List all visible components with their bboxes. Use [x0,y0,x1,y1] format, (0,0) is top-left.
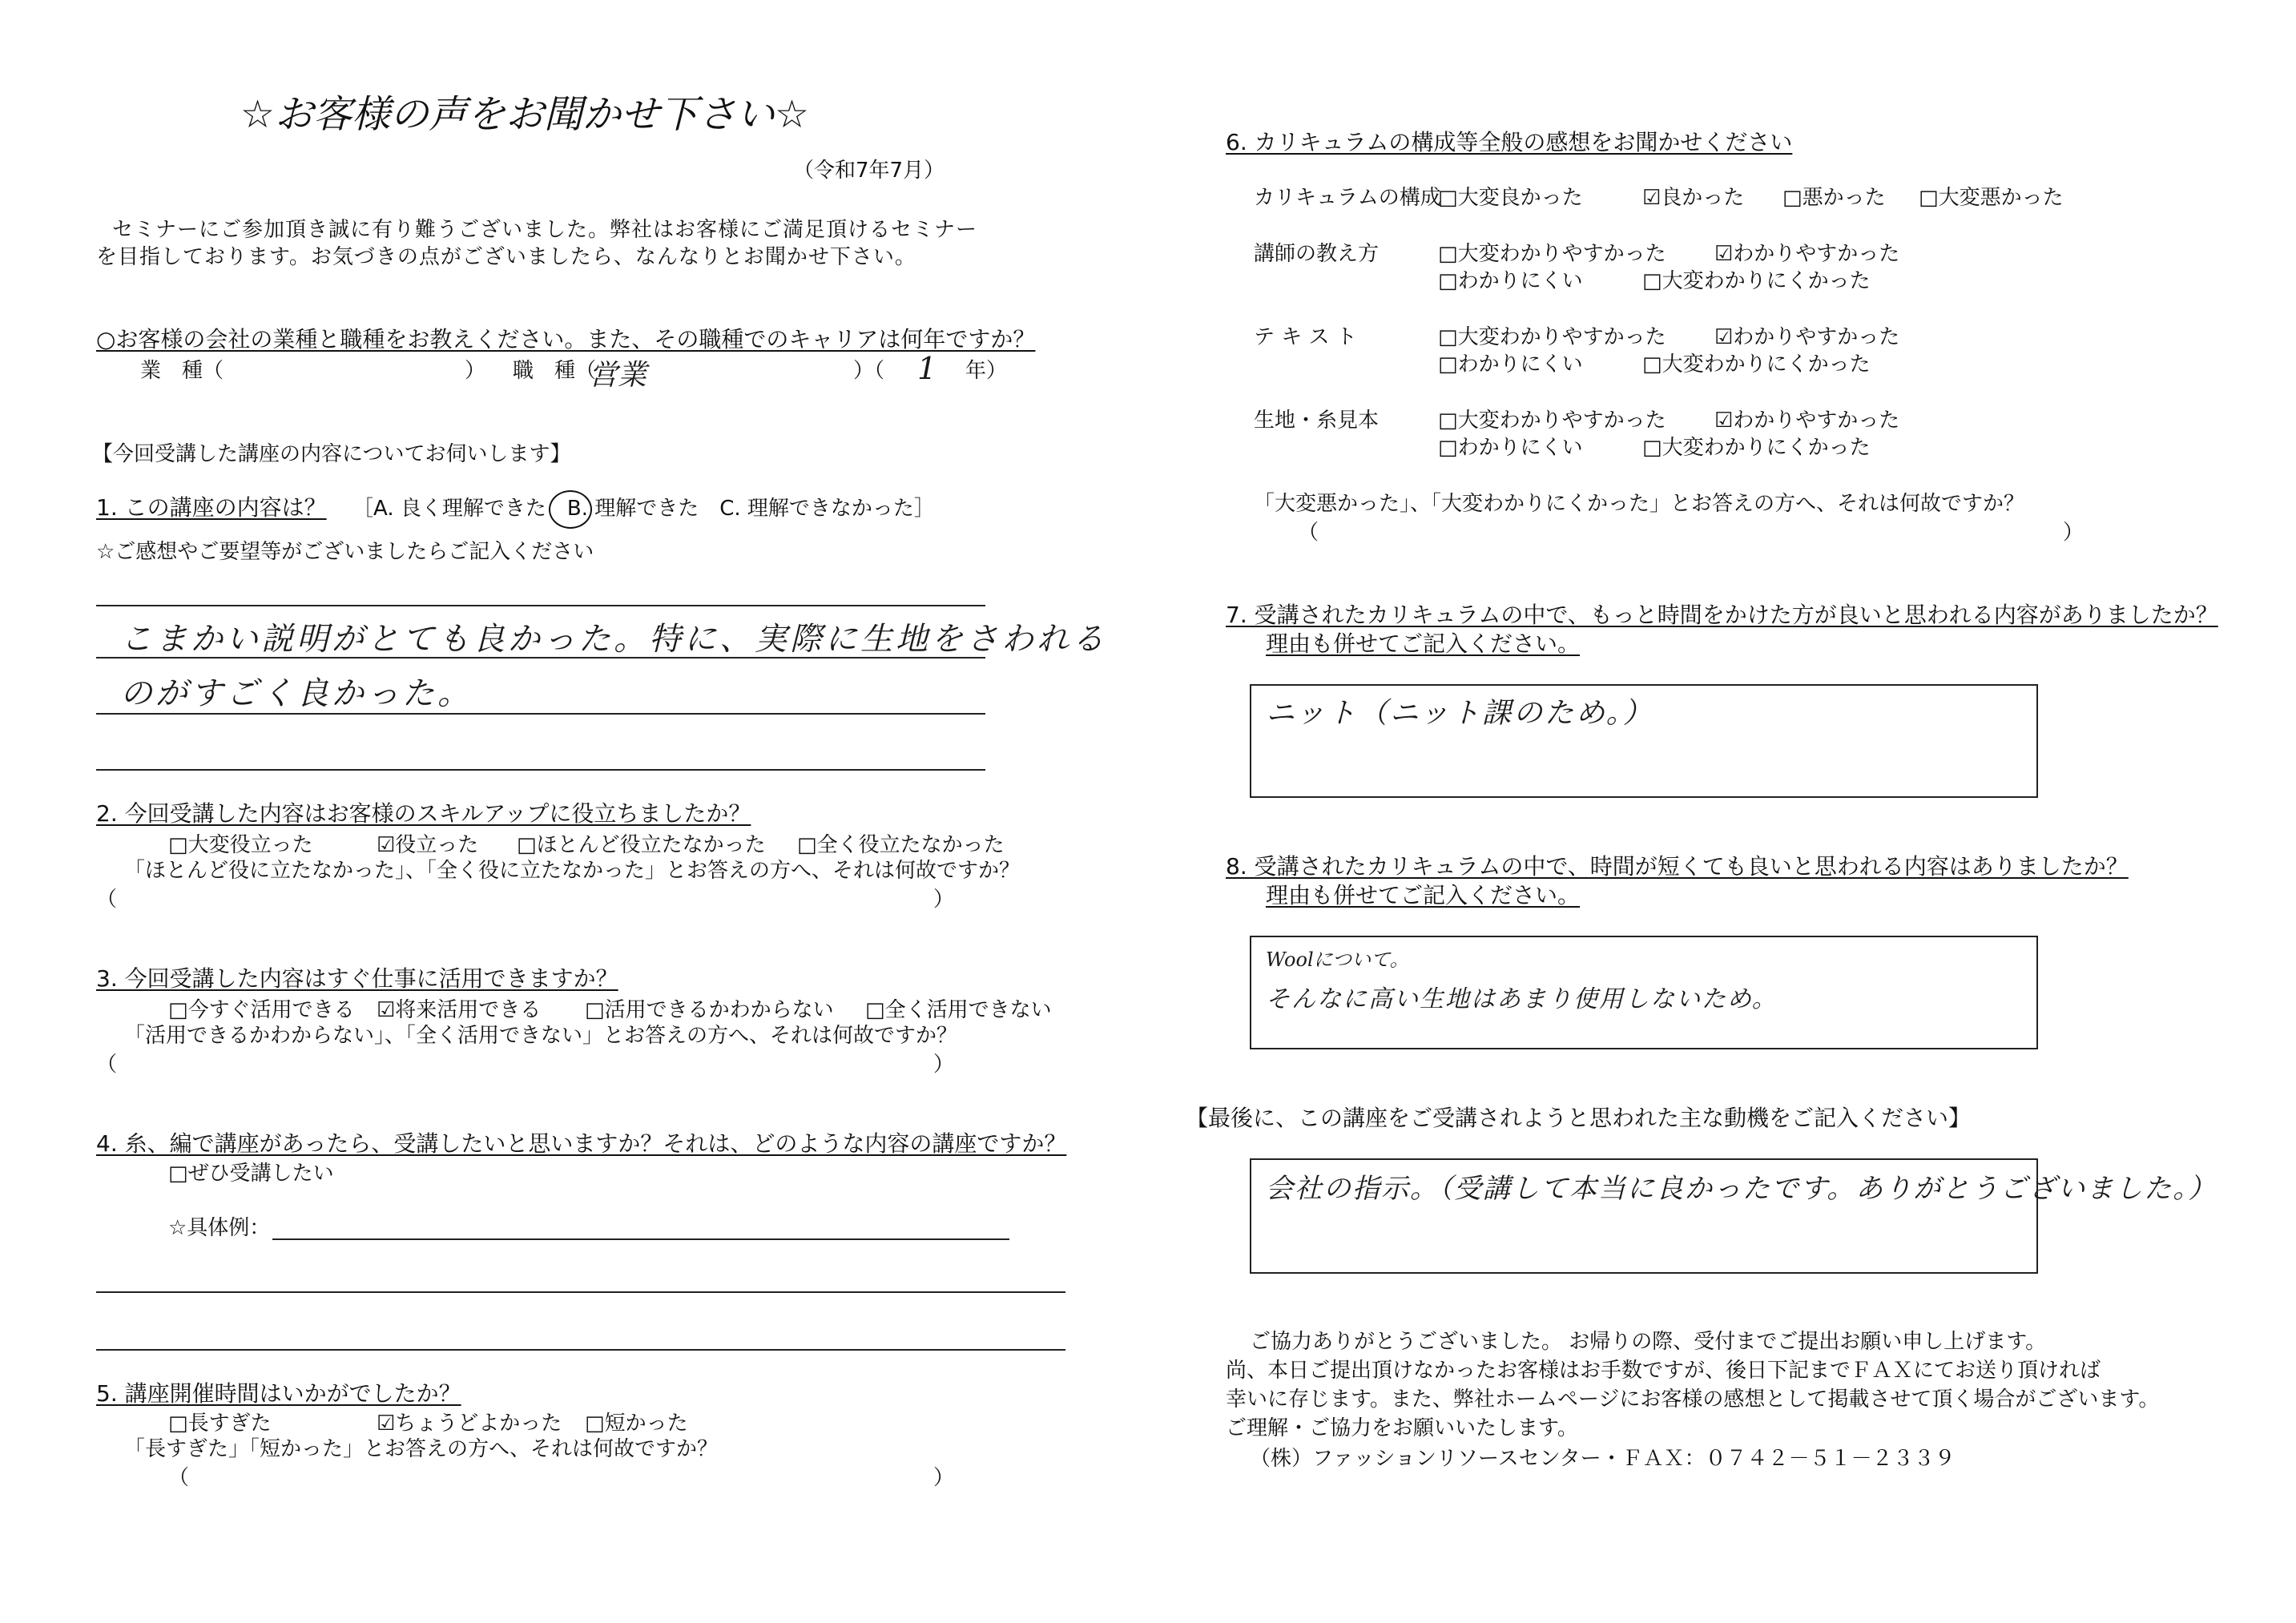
industry-label: 業 種（ [140,359,224,383]
q6-reason: 「大変悪かった」、「大変わかりにくかった」とお答えの方へ、それは何故ですか？ [1254,492,2025,516]
q6-row-label: テ キ ス ト [1254,325,1357,349]
q2-open-paren: （ [96,888,118,912]
q6-close-paren: ） [2063,521,2085,545]
q6-option[interactable]: □大変わかりにくかった [1642,269,1871,293]
q5-option-3[interactable]: □短かった [585,1412,688,1436]
q3-option-3[interactable]: □活用できるかわからない [585,998,834,1022]
q2-close-paren: ） [933,888,955,912]
q2-option-3[interactable]: □ほとんど役立たなかった [517,833,766,857]
q6-row-label: 講師の教え方 [1254,242,1380,266]
q2-option-1[interactable]: □大変役立った [168,833,313,857]
q5-open-paren: （ [168,1466,190,1490]
q3-option-1[interactable]: □今すぐ活用できる [168,998,355,1022]
q6-option[interactable]: ☑わかりやすかった [1714,409,1900,433]
q6-option[interactable]: □大変悪かった [1919,186,2064,210]
q9-answer[interactable]: 会社の指示。（受講して本当に良かったです。ありがとうございました。） [1266,1173,2217,1205]
q5-label: 5. 講座開催時間はいかがでしたか？ [96,1380,461,1407]
intro-line-2: を目指しております。お気づきの点がございましたら、なんなりとお聞かせ下さい。 [96,245,916,269]
q1-line-4 [96,769,985,771]
q2-option-2[interactable]: ☑役立った [377,833,479,857]
q5-option-1[interactable]: □長すぎた [168,1412,272,1436]
q5-close-paren: ） [933,1466,955,1490]
q8-answer-2[interactable]: そんなに高い生地はあまり使用しないため。 [1266,985,1778,1013]
q6-option[interactable]: ☑良かった [1642,186,1745,210]
q1-line-1 [96,605,985,606]
q4-line-2 [96,1349,1065,1351]
footer-line-3: 幸いに存じます。また、弊社ホームページにお客様の感想として掲載させて頂く場合がございます。 [1226,1387,2160,1412]
q1-comment-prompt: ☆ご感想やご要望等がございましたらご記入ください [96,540,594,564]
q1-selected-circle [549,490,592,529]
q7-label: 7. 受講されたカリキュラムの中で、もっと時間をかけた方が良いと思われる内容がありましたか？ [1226,602,2218,628]
q7-sublabel: 理由も併せてご記入ください。 [1266,630,1581,657]
industry-close: ） [465,359,486,383]
q6-option[interactable]: □大変わかりやすかった [1438,409,1666,433]
job-label: 職 種（ [513,359,597,383]
q6-row-label: 生地・糸見本 [1254,409,1380,433]
footer-line-4: ご理解・ご協力をお願いいたします。 [1226,1416,1578,1440]
years-unit: 年） [965,359,1008,383]
q2-option-4[interactable]: □全く役立たなかった [797,833,1005,857]
q1-answer-1[interactable]: こまかい説明がとても良かった。特に、実際に生地をさわれる [120,621,1107,658]
footer-line-1: ご協力ありがとうございました。 お帰りの際、受付までご提出お願い申し上げます。 [1250,1330,2047,1354]
q1-label: 1. この講座の内容は？ [96,494,327,521]
q3-close-paren: ） [933,1053,955,1077]
q6-option[interactable]: ☑わかりやすかった [1714,242,1900,266]
q8-label: 8. 受講されたカリキュラムの中で、時間が短くても良いと思われる内容はありましたか？ [1226,853,2129,880]
q4-label: 4. 糸、編で講座があったら、受講したいと思いますか？それは、どのような内容の講座ですか？ [96,1130,1067,1157]
section-heading: 【今回受講した講座の内容についてお伺いします】 [92,442,571,466]
q5-option-2[interactable]: ☑ちょうどよかった [377,1412,562,1436]
q6-option[interactable]: ☑わかりやすかった [1714,325,1900,349]
footer-fax: （株）ファッションリソースセンター・ＦＡＸ：０７４２－５１－２３３９ [1250,1447,1956,1471]
q8-sublabel: 理由も併せてご記入ください。 [1266,882,1581,908]
intro-line-1: セミナーにご参加頂き誠に有り難うございました。弊社はお客様にご満足頂けるセミナー [112,218,978,242]
q6-option[interactable]: □大変わかりやすかった [1438,242,1666,266]
q1-answer-2[interactable]: のがすごく良かった。 [120,675,473,712]
q4-example-label: ☆具体例： [168,1216,271,1240]
q6-option[interactable]: □大変良かった [1438,186,1583,210]
q6-row-label: カリキュラムの構成 [1254,186,1441,210]
q3-option-2[interactable]: ☑将来活用できる [377,998,542,1022]
survey-date: （令和7年7月） [793,159,945,183]
q3-label: 3. 今回受講した内容はすぐ仕事に活用できますか？ [96,965,618,992]
q6-open-paren: （ [1298,521,1319,545]
q7-answer[interactable]: ニット（ニット課のため。） [1266,697,1654,730]
q5-reason: 「長すぎた」「短かった」とお答えの方へ、それは何故ですか？ [124,1437,719,1461]
q3-open-paren: （ [96,1053,118,1077]
q3-option-4[interactable]: □全く活用できない [865,998,1052,1022]
q6-option[interactable]: □わかりにくい [1438,269,1583,293]
q6-option[interactable]: □大変わかりにくかった [1642,436,1871,460]
q2-reason: 「ほとんど役に立たなかった」、「全く役に立たなかった」とお答えの方へ、それは何故ですか？ [124,859,1021,883]
years-value[interactable]: 1 [917,351,937,386]
survey-title: ☆お客様の声をお聞かせ下さい☆ [240,92,810,137]
career-question: ○お客様の会社の業種と職種をお教えください。また、その職種でのキャリアは何年ですか？ [96,326,1036,352]
q4-example-line [272,1238,1009,1240]
q4-line-1 [96,1291,1065,1293]
q2-label: 2. 今回受講した内容はお客様のスキルアップに役立ちましたか？ [96,800,751,827]
footer-line-2: 尚、本日ご提出頂けなかったお客様はお手数ですが、後日下記までＦＡＸにてお送り頂ければ [1226,1359,2101,1383]
job-close: ）（ [853,359,885,383]
q3-reason: 「活用できるかわからない」、「全く活用できない」とお答えの方へ、それは何故ですか？ [124,1024,958,1048]
q9-label: 【最後に、この講座をご受講されようと思われた主な動機をご記入ください】 [1186,1105,1972,1131]
q1-options[interactable]: ［A. 良く理解できた B. 理解できた C. 理解できなかった］ [352,497,935,521]
q4-option-1[interactable]: □ぜひ受講したい [168,1162,334,1186]
q6-option[interactable]: □わかりにくい [1438,436,1583,460]
job-value[interactable]: 営業 [589,359,647,392]
q6-label: 6. カリキュラムの構成等全般の感想をお聞かせください [1226,129,1793,155]
q6-option[interactable]: □大変わかりやすかった [1438,325,1666,349]
q6-option[interactable]: □大変わかりにくかった [1642,352,1871,377]
q8-answer-1[interactable]: Woolについて。 [1266,948,1409,971]
q6-option[interactable]: □悪かった [1782,186,1886,210]
q6-option[interactable]: □わかりにくい [1438,352,1583,377]
